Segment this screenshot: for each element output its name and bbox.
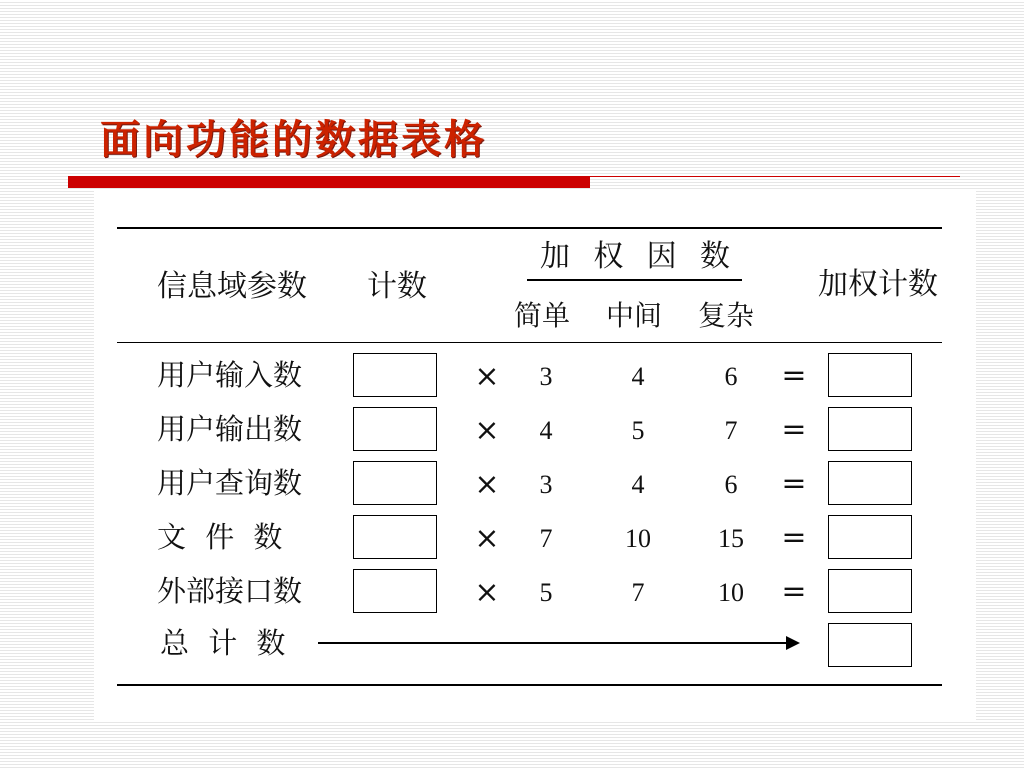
- row-label: 用户输入数: [157, 358, 303, 392]
- count-input[interactable]: [353, 461, 437, 505]
- weight-complex: 7: [724, 416, 738, 445]
- weight-char: 数: [699, 239, 730, 274]
- weight-medium: 5: [631, 416, 645, 445]
- count-input[interactable]: [353, 515, 437, 559]
- row-label: 外部接口数: [157, 574, 303, 608]
- total-label: 总 计 数: [160, 626, 286, 660]
- weighted-count-input[interactable]: [828, 461, 912, 505]
- header-simple: 简单: [514, 299, 571, 332]
- weight-complex: 6: [724, 470, 738, 499]
- times-sign: ×: [474, 467, 500, 502]
- weight-simple: 5: [539, 578, 553, 607]
- weighted-count-input[interactable]: [828, 515, 912, 559]
- weight-simple: 3: [539, 470, 553, 499]
- total-arrow-line: [318, 642, 788, 644]
- weight-simple: 3: [539, 362, 553, 391]
- times-sign: ×: [474, 521, 500, 556]
- header-count: 计数: [367, 269, 427, 304]
- times-sign: ×: [474, 359, 500, 394]
- equals-sign: =: [781, 520, 807, 555]
- weighted-count-input[interactable]: [828, 569, 912, 613]
- weight-medium: 4: [631, 470, 645, 499]
- header-medium: 中间: [606, 299, 663, 332]
- weight-medium: 4: [631, 362, 645, 391]
- row-label: 文 件 数: [157, 520, 283, 554]
- table-bottom-rule: [117, 684, 942, 686]
- weight-char: 权: [593, 239, 624, 274]
- times-sign: ×: [474, 413, 500, 448]
- weight-medium: 7: [631, 578, 645, 607]
- equals-sign: =: [781, 466, 807, 501]
- weight-char: 因: [646, 239, 677, 274]
- weight-complex: 10: [718, 578, 744, 607]
- count-input[interactable]: [353, 569, 437, 613]
- weight-char: 加: [540, 239, 570, 274]
- weight-complex: 6: [724, 362, 738, 391]
- weighted-count-input[interactable]: [828, 353, 912, 397]
- header-weight-group: [540, 239, 730, 274]
- count-input[interactable]: [353, 407, 437, 451]
- weight-group-underline: [527, 279, 742, 281]
- equals-sign: =: [781, 412, 807, 447]
- header-weighted: 加权计数: [818, 267, 938, 302]
- weight-complex: 15: [718, 524, 744, 553]
- equals-sign: =: [781, 574, 807, 609]
- table-top-rule: [117, 227, 942, 229]
- weight-medium: 10: [625, 524, 651, 553]
- count-input[interactable]: [353, 353, 437, 397]
- row-label: 用户查询数: [157, 466, 303, 500]
- header-param: 信息域参数: [157, 269, 307, 304]
- weight-simple: 4: [539, 416, 553, 445]
- arrow-right-icon: [786, 636, 800, 650]
- total-input[interactable]: [828, 623, 912, 667]
- times-sign: ×: [474, 575, 500, 610]
- weighted-count-input[interactable]: [828, 407, 912, 451]
- weight-simple: 7: [539, 524, 553, 553]
- slide-title: 面向功能的数据表格: [100, 116, 487, 163]
- equals-sign: =: [781, 358, 807, 393]
- title-underline-thin: [590, 176, 960, 177]
- row-label: 用户输出数: [157, 412, 303, 446]
- header-complex: 复杂: [698, 299, 755, 332]
- header-bottom-rule: [117, 342, 942, 343]
- title-underline-thick: [68, 176, 590, 188]
